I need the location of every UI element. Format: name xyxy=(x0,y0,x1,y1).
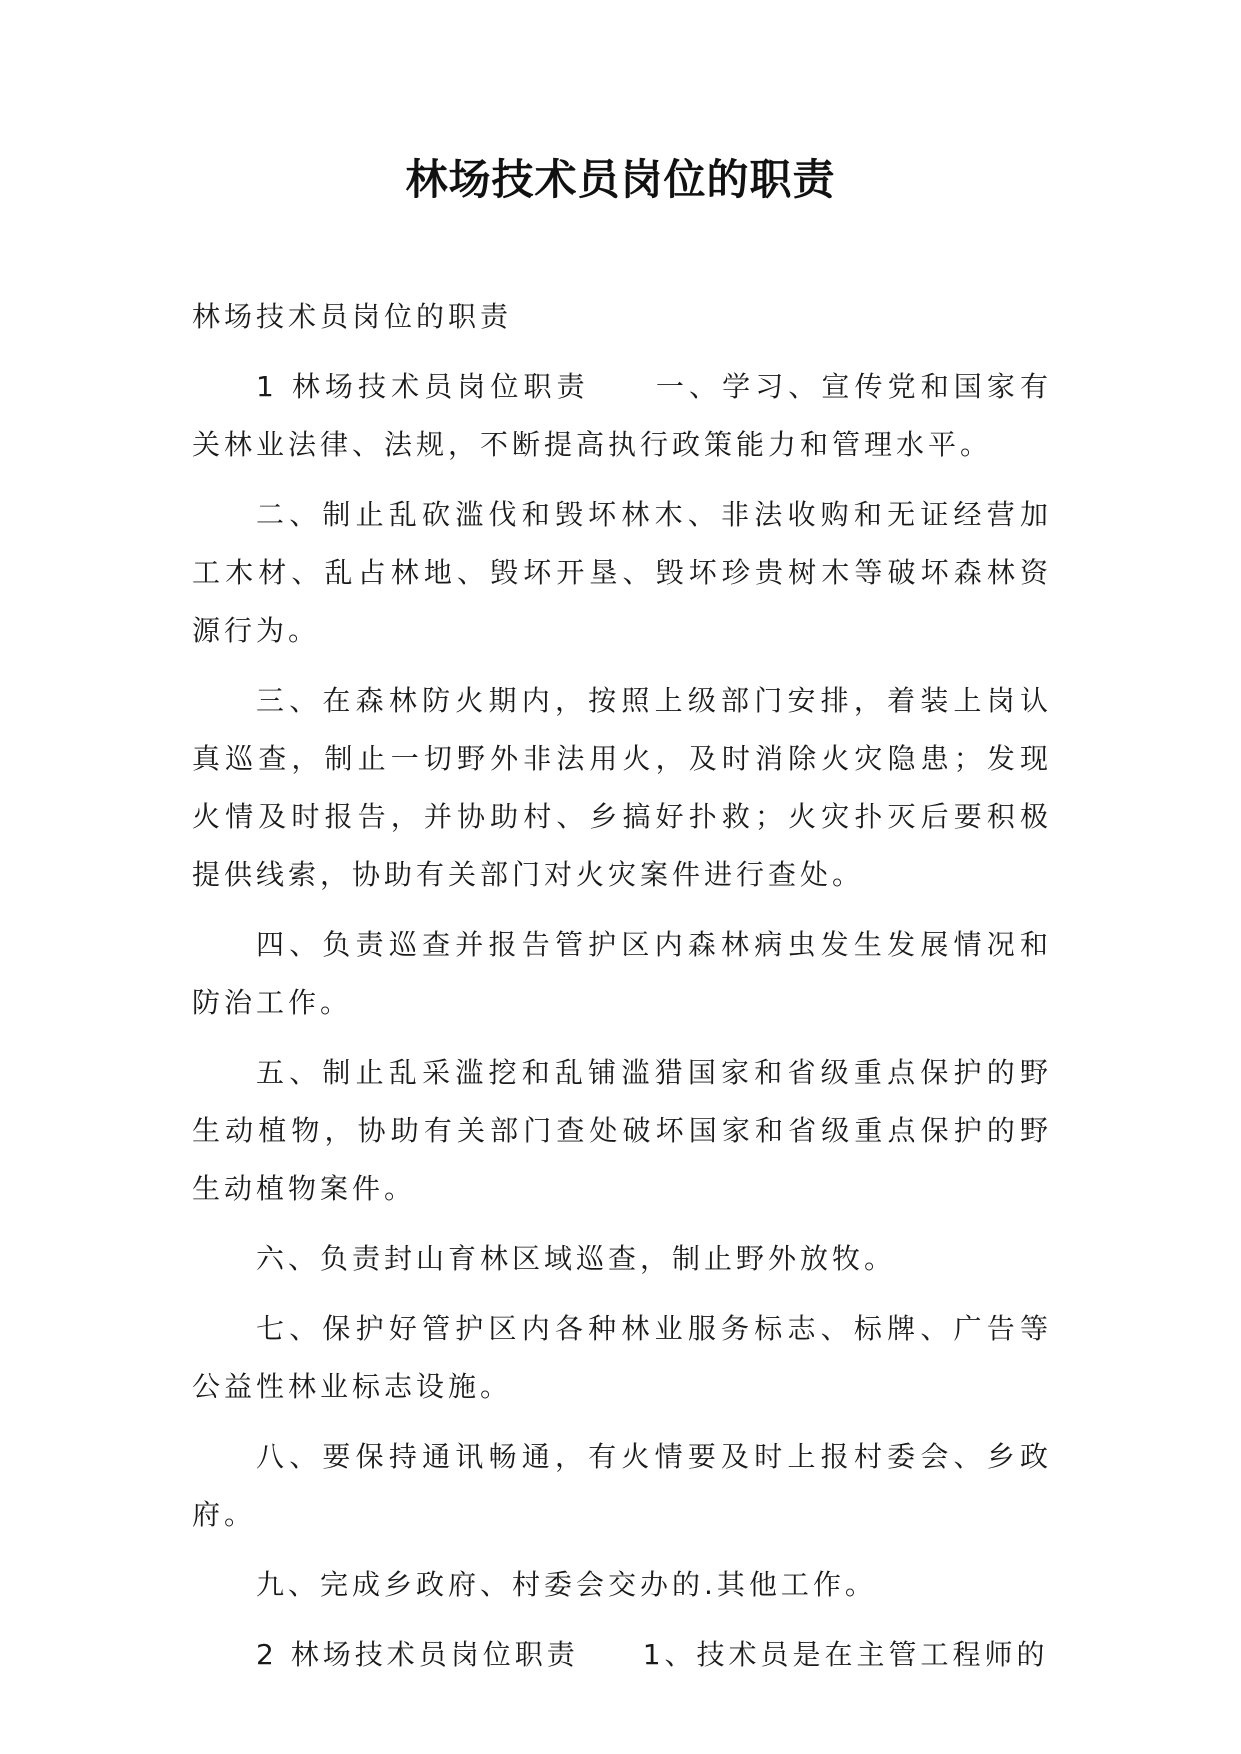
paragraph-3: 三、在森林防火期内，按照上级部门安排，着装上岗认真巡查，制止一切野外非法用火，及时消除火灾隐患；发现火情及时报告，并协助村、乡搞好扑救；火灾扑灭后要积极提供线索，协助有关部门对火灾案件进行查处。 xyxy=(192,684,1052,891)
paragraph-1: 1 林场技术员岗位职责 一、学习、宣传党和国家有关林业法律、法规，不断提高执行政策能力和管理水平。 xyxy=(192,370,1052,461)
document-subtitle: 林场技术员岗位的职责 xyxy=(192,300,513,333)
document-title: 林场技术员岗位的职责 xyxy=(405,155,836,204)
paragraph-8: 八、要保持通讯畅通，有火情要及时上报村委会、乡政府。 xyxy=(192,1440,1052,1531)
paragraph-4: 四、负责巡查并报告管护区内森林病虫发生发展情况和防治工作。 xyxy=(192,928,1052,1019)
paragraph-6: 六、负责封山育林区域巡查，制止野外放牧。 xyxy=(256,1242,897,1275)
paragraph-10: 2 林场技术员岗位职责 1、技术员是在主管工程师的 xyxy=(256,1638,1049,1671)
document-body xyxy=(192,288,1052,1684)
paragraph-5: 五、制止乱采滥挖和乱铺滥猎国家和省级重点保护的野生动植物，协助有关部门查处破坏国家和省级重点保护的野生动植物案件。 xyxy=(192,1056,1052,1205)
paragraph-2: 二、制止乱砍滥伐和毁坏林木、非法收购和无证经营加工木材、乱占林地、毁坏开垦、毁坏珍贵树木等破坏森林资源行为。 xyxy=(192,498,1052,647)
paragraph-9: 九、完成乡政府、村委会交办的.其他工作。 xyxy=(256,1568,877,1601)
paragraph-7: 七、保护好管护区内各种林业服务标志、标牌、广告等公益性林业标志设施。 xyxy=(192,1312,1052,1403)
